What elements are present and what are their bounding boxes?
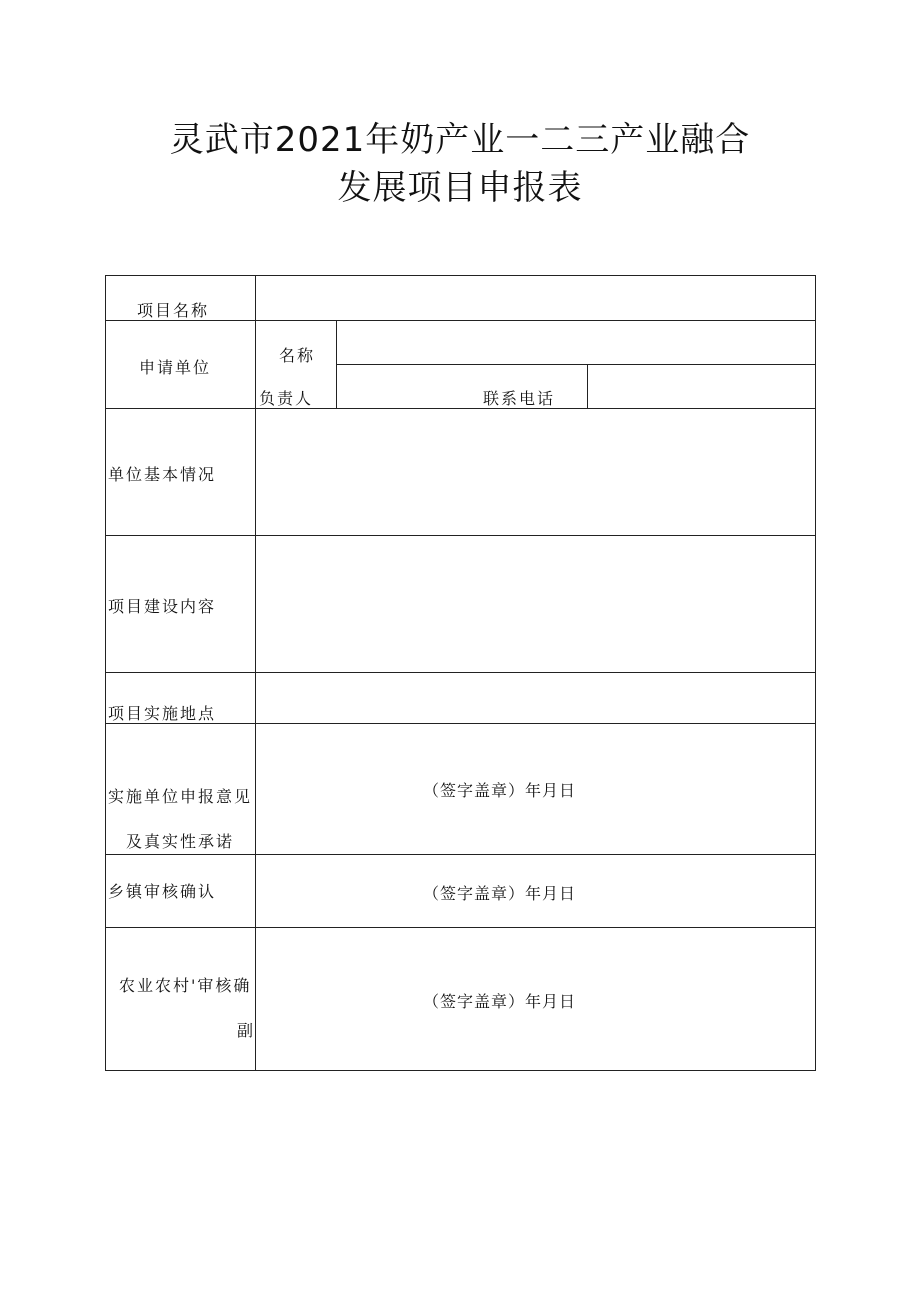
table-border-top [105,275,816,276]
label-column-divider [255,275,256,1071]
row-divider-project-name [105,320,816,321]
location-label: 项目实施地点 [108,704,217,723]
agri-label-line2: 副 [237,1021,256,1040]
construction-label: 项目建设内容 [108,597,217,616]
applicant-label: 申请单位 [139,358,212,377]
agri-label-line1: 农业农村'审核确 [119,976,252,995]
opinion-signature-text: （签字盖章）年月日 [423,781,577,800]
applicant-subcolumn-divider [336,320,337,408]
opinion-label-line1: 实施单位申报意见 [108,787,253,806]
applicant-name-label: 名称 [279,346,316,365]
row-divider-unit-info [105,535,816,536]
row-divider-opinion [105,854,816,855]
table-border-right [815,275,816,1071]
unit-info-label: 单位基本情况 [108,465,217,484]
agri-signature-text: （签字盖章）年月日 [423,992,577,1011]
form-title-line1: 灵武市2021年奶产业一二三产业融合 [169,120,751,160]
township-label: 乡镇审核确认 [108,882,217,901]
application-form-table [105,275,816,1071]
township-signature-text: （签字盖章）年月日 [423,884,577,903]
project-name-label: 项目名称 [137,301,210,320]
row-divider-construction [105,672,816,673]
table-border-left [105,275,106,1071]
row-divider-township [105,927,816,928]
phone-column-divider [587,364,588,408]
applicant-phone-label: 联系电话 [483,389,556,408]
table-border-bottom [105,1070,816,1071]
opinion-label-line2: 及真实性承诺 [126,832,235,851]
row-divider-applicant-inner [336,364,816,365]
row-divider-applicant [105,408,816,409]
form-title-line2: 发展项目申报表 [337,168,583,208]
applicant-person-label: 负责人 [259,389,314,408]
